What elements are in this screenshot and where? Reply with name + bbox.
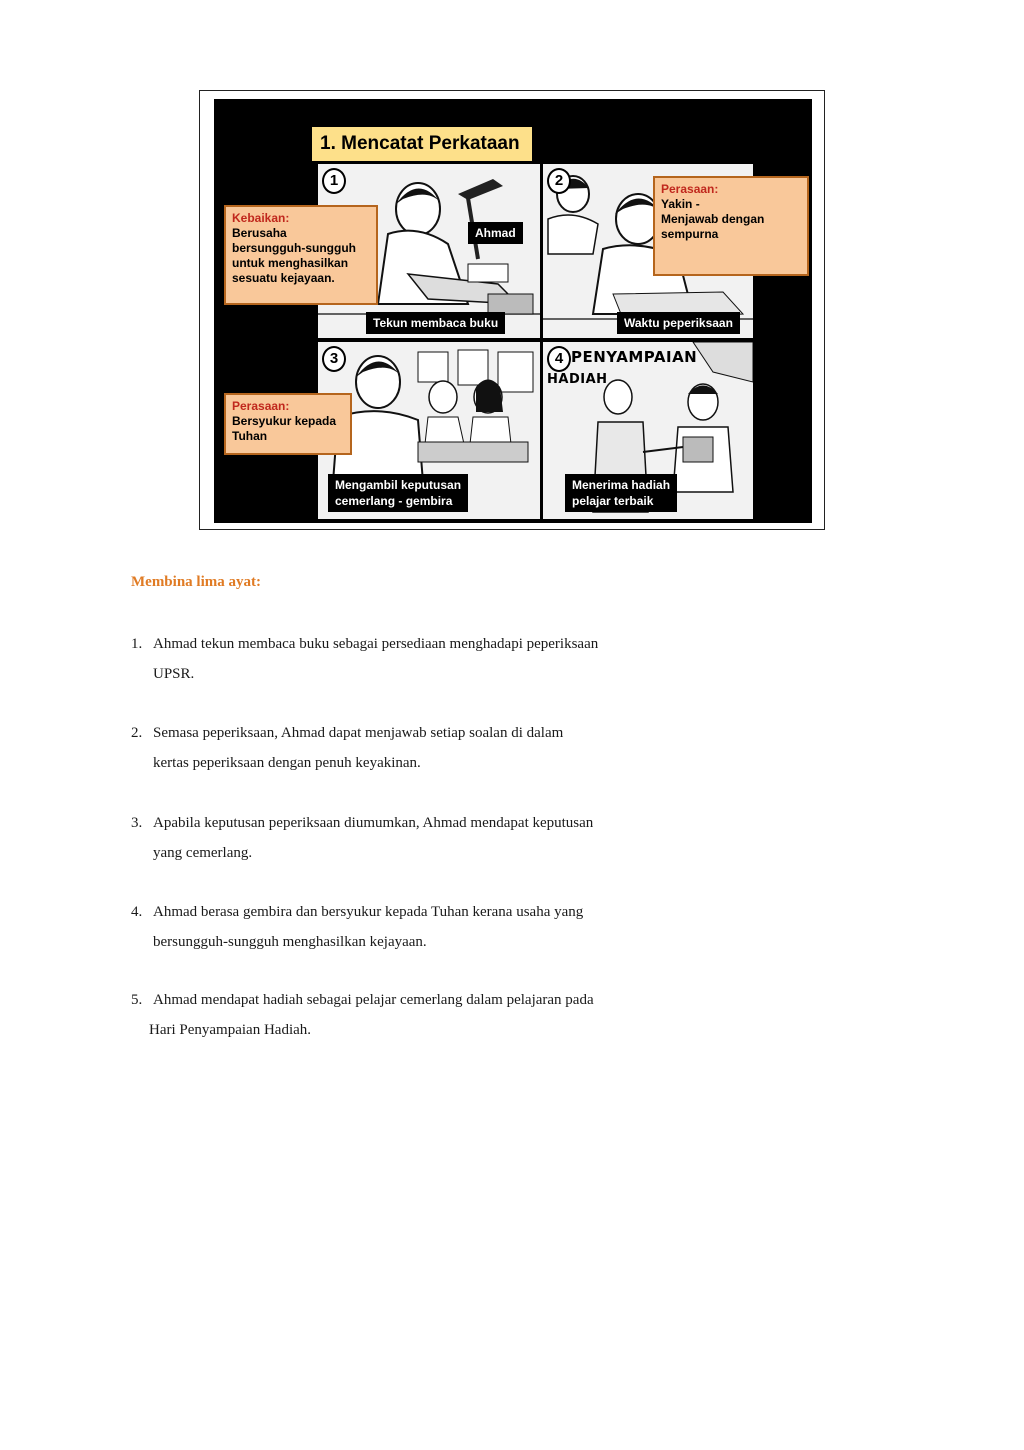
sentence-1-line-2: UPSR. bbox=[153, 666, 195, 682]
sentence-1 bbox=[131, 629, 598, 689]
comic-background bbox=[214, 99, 812, 523]
panel-1-number: 1 bbox=[322, 168, 346, 194]
note-kebaikan-line-4: sesuatu kejayaan. bbox=[232, 271, 335, 285]
note-kebaikan bbox=[224, 205, 378, 305]
note-kebaikan-line-2: bersungguh-sungguh bbox=[232, 241, 356, 255]
note-perasaan-yakin-line-1: Yakin - bbox=[661, 197, 700, 211]
sentence-5-line-1: Ahmad mendapat hadiah sebagai pelajar cemerlang dalam pelajaran pada bbox=[153, 992, 594, 1008]
sentence-2-line-2: kertas peperiksaan dengan penuh keyakinan. bbox=[153, 755, 421, 771]
sentence-2-line-1: Semasa peperiksaan, Ahmad dapat menjawab setiap soalan di dalam bbox=[153, 725, 564, 741]
sentence-1-number: 1. bbox=[131, 636, 143, 652]
panel-3-caption bbox=[328, 474, 468, 512]
note-kebaikan-line-3: untuk menghasilkan bbox=[232, 256, 349, 270]
sentence-4 bbox=[131, 897, 583, 957]
sentence-4-line-2: bersungguh-sungguh menghasilkan kejayaan. bbox=[153, 934, 427, 950]
panel-1-caption: Tekun membaca buku bbox=[366, 312, 505, 334]
note-perasaan-syukur-line-1: Bersyukur kepada bbox=[232, 414, 337, 428]
sentence-5-line-2: Hari Penyampaian Hadiah. bbox=[149, 1022, 312, 1038]
note-perasaan-syukur bbox=[224, 393, 352, 455]
comic-figure bbox=[199, 90, 825, 530]
note-perasaan-yakin-line-3: sempurna bbox=[661, 227, 719, 241]
note-perasaan-yakin bbox=[653, 176, 809, 276]
sentence-3-number: 3. bbox=[131, 815, 143, 831]
sentence-3 bbox=[131, 808, 593, 868]
panel-4-caption-line-1: Menerima hadiah bbox=[572, 478, 671, 492]
panel-2-caption: Waktu peperiksaan bbox=[617, 312, 740, 334]
sentence-5-number: 5. bbox=[131, 992, 143, 1008]
sentence-2 bbox=[131, 718, 563, 778]
section-title: Membina lima ayat: bbox=[131, 574, 261, 590]
sentence-2-number: 2. bbox=[131, 725, 143, 741]
panel-4-caption-line-2: pelajar terbaik bbox=[572, 494, 654, 508]
sentence-1-line-1: Ahmad tekun membaca buku sebagai persediaan menghadapi peperiksaan bbox=[153, 636, 599, 652]
panel-2-number: 2 bbox=[547, 168, 571, 194]
note-perasaan-yakin-line-2: Menjawab dengan bbox=[661, 212, 765, 226]
comic-panel-4 bbox=[543, 342, 753, 519]
panel-3-caption-line-2: cemerlang - gembira bbox=[335, 494, 453, 508]
sentence-4-number: 4. bbox=[131, 904, 143, 920]
sentence-3-line-2: yang cemerlang. bbox=[153, 845, 253, 861]
note-perasaan-syukur-line-2: Tuhan bbox=[232, 429, 268, 443]
sentence-3-line-1: Apabila keputusan peperiksaan diumumkan, Ahmad mendapat keputusan bbox=[153, 815, 594, 831]
note-perasaan-yakin-head: Perasaan: bbox=[661, 182, 719, 196]
note-kebaikan-line-1: Berusaha bbox=[232, 226, 287, 240]
sentence-5 bbox=[131, 985, 594, 1045]
note-perasaan-syukur-head: Perasaan: bbox=[232, 399, 290, 413]
note-kebaikan-head: Kebaikan: bbox=[232, 211, 290, 225]
panel-1-tag: Ahmad bbox=[468, 222, 523, 244]
panel-4-heading-line-1: PENYAMPAIAN bbox=[571, 348, 698, 366]
panel-4-number: 4 bbox=[547, 346, 571, 372]
panel-3-caption-line-1: Mengambil keputusan bbox=[335, 478, 462, 492]
panel-4-caption bbox=[565, 474, 677, 512]
figure-title: 1. Mencatat Perkataan bbox=[310, 125, 534, 163]
panel-3-number: 3 bbox=[322, 346, 346, 372]
sentence-4-line-1: Ahmad berasa gembira dan bersyukur kepada Tuhan kerana usaha yang bbox=[153, 904, 584, 920]
panel-4-heading-line-2: HADIAH bbox=[547, 372, 608, 387]
